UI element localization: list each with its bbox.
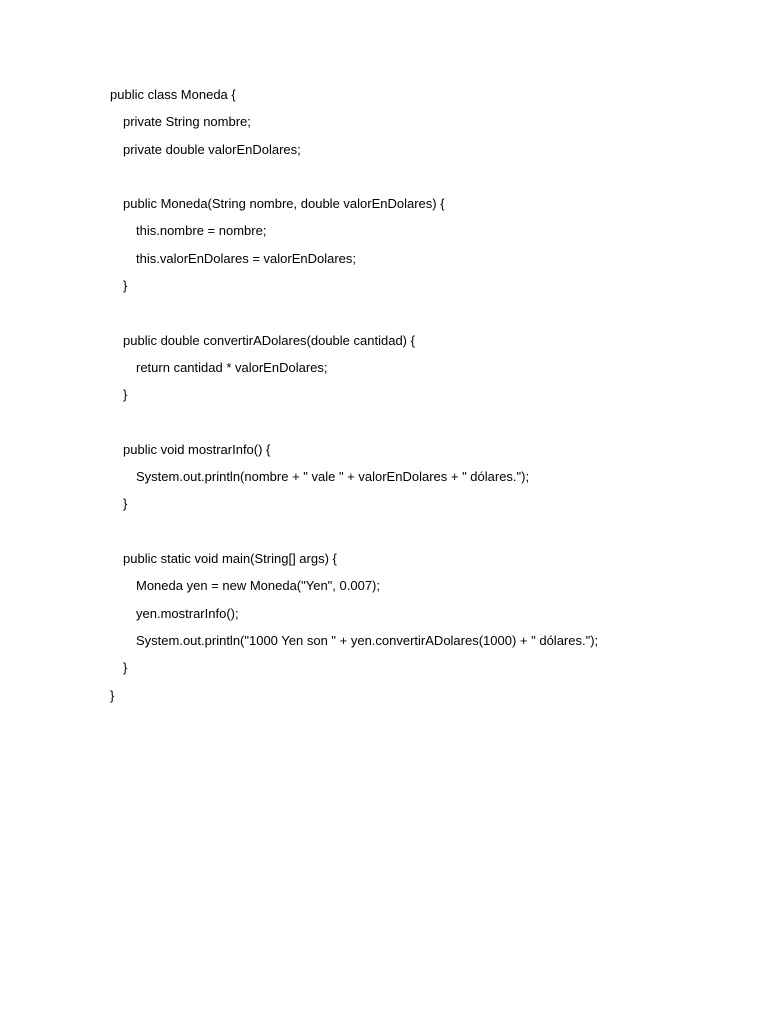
code-line: yen.mostrarInfo(); [136, 605, 239, 621]
blank-line [110, 521, 730, 548]
code-line: this.nombre = nombre; [136, 223, 267, 239]
code-line: public static void main(String[] args) { [123, 551, 337, 567]
blank-line [110, 166, 730, 193]
code-line: } [123, 496, 128, 512]
code-line: } [123, 278, 128, 294]
code-line: private double valorEnDolares; [123, 141, 301, 157]
code-line: public void mostrarInfo() { [123, 441, 271, 457]
code-block [110, 84, 730, 712]
code-line: System.out.println("1000 Yen son " + yen.convertirADolares(1000) + " dólares."); [136, 632, 599, 648]
code-line: return cantidad * valorEnDolares; [136, 359, 328, 375]
code-line: } [123, 387, 128, 403]
code-line: System.out.println(nombre + " vale " + valorEnDolares + " dólares."); [136, 469, 530, 485]
code-line: this.valorEnDolares = valorEnDolares; [136, 250, 357, 266]
code-line: public Moneda(String nombre, double valorEnDolares) { [123, 196, 445, 212]
blank-line [110, 302, 730, 329]
code-line: } [110, 687, 115, 703]
code-line: } [123, 660, 128, 676]
code-line: private String nombre; [123, 114, 251, 130]
code-line: public double convertirADolares(double cantidad) { [123, 332, 415, 348]
code-line: public class Moneda { [110, 87, 236, 102]
code-line: Moneda yen = new Moneda("Yen", 0.007); [136, 578, 380, 594]
blank-line [110, 412, 730, 439]
